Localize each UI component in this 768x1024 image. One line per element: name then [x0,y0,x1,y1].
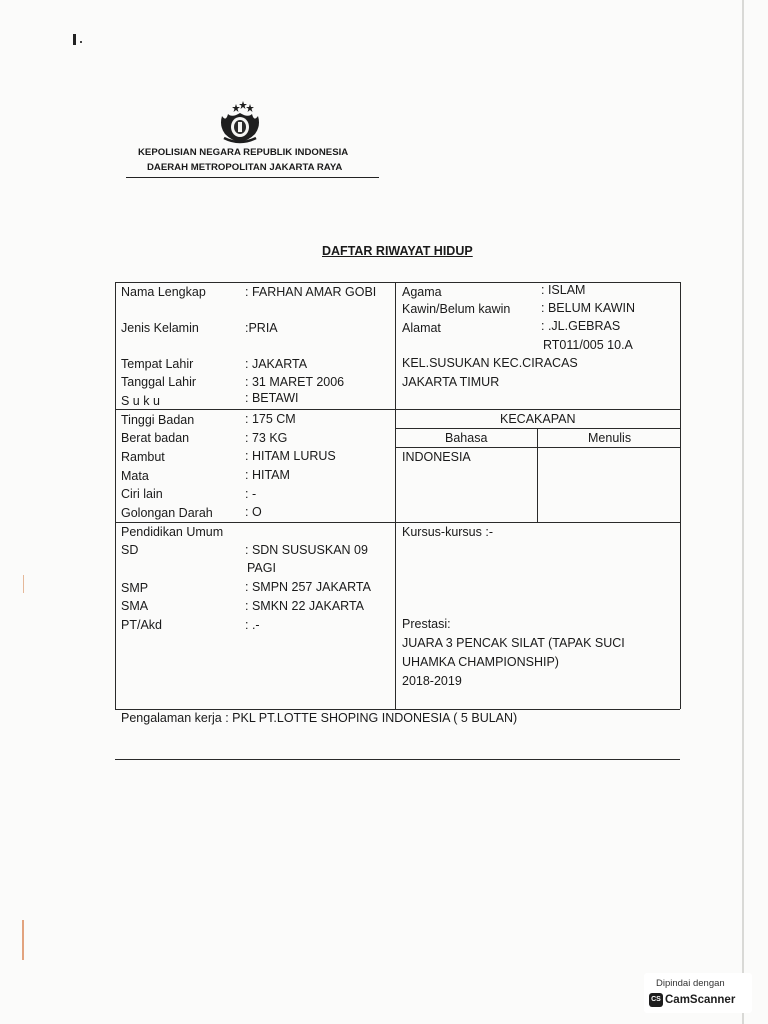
sd-value-1: : SDN SUSUSKAN 09 [245,543,368,557]
nama-value: : FARHAN AMAR GOBI [245,285,377,299]
nama-label: Nama Lengkap [121,285,206,299]
golongan-darah-label: Golongan Darah [121,506,213,520]
table-divider [115,522,680,523]
ciri-label: Ciri lain [121,487,163,501]
golongan-darah-value: : O [245,505,262,519]
pengalaman-kerja: Pengalaman kerja : PKL PT.LOTTE SHOPING INDONESIA ( 5 BULAN) [121,711,518,725]
skills-col-divider [537,428,538,522]
tempat-lahir-value: : JAKARTA [245,357,308,371]
mata-value: : HITAM [245,468,290,482]
kawin-value: : BELUM KAWIN [541,301,635,315]
pendidikan-heading: Pendidikan Umum [121,525,224,539]
menulis-column-header: Menulis [588,431,632,445]
suku-label: S u k u [121,394,160,408]
camscanner-watermark [644,973,752,1013]
agama-label: Agama [402,285,442,299]
tinggi-label: Tinggi Badan [121,413,195,427]
table-border-top [115,282,680,283]
camscanner-logo-icon: CS [649,993,663,1007]
scan-edge-mark [22,920,24,960]
org-name-line1: KEPOLISIAN NEGARA REPUBLIK INDONESIA [138,147,349,158]
page-edge [742,0,744,1024]
prestasi-line-3: 2018-2019 [402,674,462,688]
table-border-right [680,282,681,709]
kawin-label: Kawin/Belum kawin [402,302,511,316]
prestasi-label: Prestasi: [402,617,451,631]
ciri-value: : - [245,487,257,501]
sd-label: SD [121,543,139,557]
table-border-left [115,282,116,709]
prestasi-line-1: JUARA 3 PENCAK SILAT (TAPAK SUCI [402,636,625,650]
prestasi-line-2: UHAMKA CHAMPIONSHIP) [402,655,559,669]
police-emblem-icon [214,100,266,144]
sd-value-2: PAGI [247,561,276,575]
table-divider [115,409,680,410]
smp-value: : SMPN 257 JAKARTA [245,580,371,594]
mata-label: Mata [121,469,149,483]
signature-line [115,759,680,760]
alamat-value-3: KEL.SUSUKAN KEC.CIRACAS [402,356,578,370]
tanggal-lahir-label: Tanggal Lahir [121,375,197,389]
scan-speck [80,41,82,43]
tempat-lahir-label: Tempat Lahir [121,357,194,371]
alamat-value-4: JAKARTA TIMUR [402,375,500,389]
bahasa-value: INDONESIA [402,450,471,464]
watermark-brand: CamScanner [665,994,736,1006]
alamat-value-2: RT011/005 10.A [543,338,633,352]
watermark-caption: Dipindai dengan [656,978,725,989]
rambut-label: Rambut [121,450,165,464]
kursus-text: Kursus-kursus :- [402,525,493,539]
berat-value: : 73 KG [245,431,288,445]
sma-value: : SMKN 22 JAKARTA [245,599,365,613]
jenis-kelamin-value: :PRIA [245,321,278,335]
scan-speck [73,34,76,45]
smp-label: SMP [121,581,149,595]
pt-label: PT/Akd [121,618,162,632]
pt-value: : .- [245,618,260,632]
rambut-value: : HITAM LURUS [245,449,336,463]
tanggal-lahir-value: : 31 MARET 2006 [245,375,345,389]
bahasa-column-header: Bahasa [445,431,488,445]
table-border-bottom [115,709,680,710]
jenis-kelamin-label: Jenis Kelamin [121,321,199,335]
header-underline [126,177,379,178]
agama-value: : ISLAM [541,283,586,297]
kecakapan-heading: KECAKAPAN [500,412,576,426]
skills-cols-divider [395,447,681,448]
org-name-line2: DAERAH METROPOLITAN JAKARTA RAYA [147,162,343,173]
table-center-divider [395,282,396,709]
suku-value: : BETAWI [245,391,299,405]
berat-label: Berat badan [121,431,190,445]
alamat-label: Alamat [402,321,441,335]
document-title: DAFTAR RIWAYAT HIDUP [322,244,473,258]
alamat-value-1: : .JL.GEBRAS [541,319,621,333]
tinggi-value: : 175 CM [245,412,296,426]
sma-label: SMA [121,599,149,613]
scan-edge-mark [23,575,24,593]
skills-header-divider [395,428,681,429]
